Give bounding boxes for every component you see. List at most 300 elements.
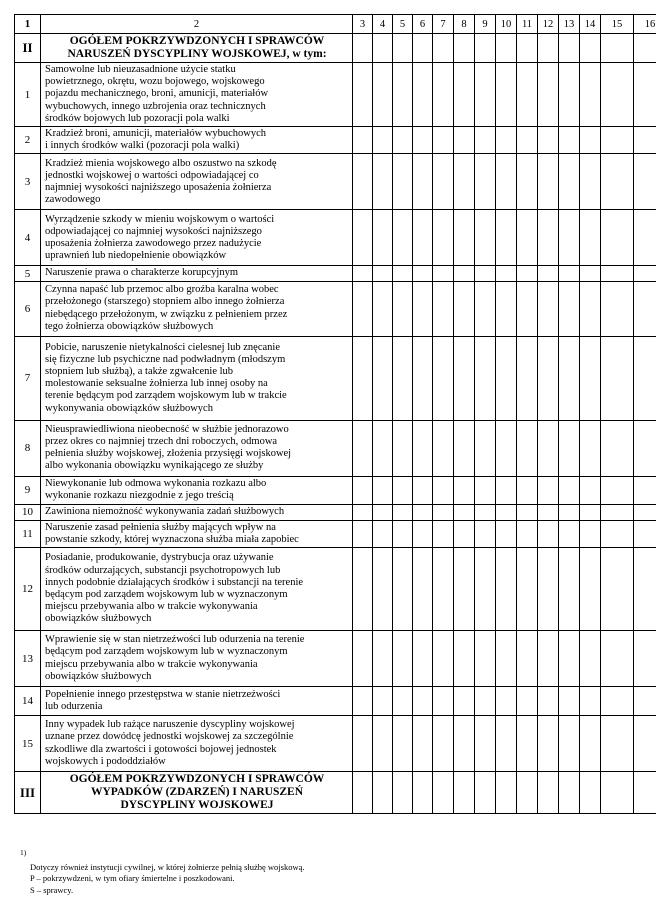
value-cell[interactable] [353, 154, 373, 210]
value-cell[interactable] [454, 520, 475, 547]
value-cell[interactable] [601, 687, 634, 716]
value-cell[interactable] [517, 420, 538, 476]
value-cell[interactable] [475, 281, 496, 336]
value-cell[interactable] [580, 210, 601, 266]
value-cell[interactable] [433, 336, 454, 420]
value-cell[interactable] [433, 127, 454, 154]
value-cell[interactable] [559, 210, 580, 266]
value-cell[interactable] [634, 548, 656, 631]
value-cell[interactable] [634, 687, 656, 716]
description-line: powstanie szkody, której wyznaczona służba miała zapobiec [45, 533, 299, 545]
value-cell[interactable] [373, 154, 393, 210]
value-cell[interactable] [559, 520, 580, 547]
description-line: Kradzież mienia wojskowego albo oszustwo na szkodę [45, 157, 277, 169]
value-cell[interactable] [475, 772, 496, 814]
value-cell[interactable] [454, 420, 475, 476]
value-cell[interactable] [517, 476, 538, 504]
value-cell[interactable] [475, 687, 496, 716]
description-line: Samowolne lub nieuzasadnione użycie statku [45, 64, 236, 75]
footnote-line: S – sprawcy. [30, 884, 74, 895]
description-line: Wprawienie się w stan nietrzeźwości lub odurzenia na terenie [45, 634, 305, 646]
value-cell[interactable] [517, 210, 538, 266]
value-cell[interactable] [433, 420, 454, 476]
value-cell[interactable] [475, 336, 496, 420]
value-cell[interactable] [538, 420, 559, 476]
value-cell[interactable] [393, 420, 413, 476]
value-cell[interactable] [559, 154, 580, 210]
value-cell[interactable] [475, 716, 496, 772]
value-cell[interactable] [496, 127, 517, 154]
value-cell[interactable] [634, 420, 656, 476]
value-cell[interactable] [353, 772, 373, 814]
value-cell[interactable] [353, 504, 373, 520]
footnote-mark: 1) [20, 848, 27, 857]
description-line: pełnienia służby wojskowej, złożenia przysięgi wojskowej [45, 448, 292, 460]
value-cell[interactable] [393, 336, 413, 420]
value-cell[interactable] [496, 210, 517, 266]
value-cell[interactable] [559, 420, 580, 476]
value-cell[interactable] [538, 127, 559, 154]
value-cell[interactable] [393, 210, 413, 266]
value-cell[interactable] [634, 63, 656, 127]
description-line: uprawnień lub niedopełnienie obowiązków [45, 250, 227, 262]
value-cell[interactable] [353, 716, 373, 772]
value-cell[interactable] [413, 772, 433, 814]
value-cell[interactable] [601, 210, 634, 266]
table-row [15, 63, 656, 127]
row-description [41, 476, 353, 504]
description-line: Czynna napaść lub przemoc albo groźba karalna wobec [45, 284, 279, 296]
value-cell[interactable] [517, 34, 538, 63]
row-description [41, 548, 353, 631]
value-cell[interactable] [373, 266, 393, 281]
value-cell[interactable] [373, 504, 393, 520]
value-cell[interactable] [601, 420, 634, 476]
value-cell[interactable] [496, 34, 517, 63]
description-line: innych podobnie działających środków i substancji na terenie [45, 576, 304, 588]
value-cell[interactable] [475, 210, 496, 266]
row-number: 14 [15, 687, 41, 716]
section-iii-row [15, 772, 656, 814]
value-cell[interactable] [559, 716, 580, 772]
value-cell[interactable] [373, 420, 393, 476]
value-cell[interactable] [634, 716, 656, 772]
value-cell[interactable] [496, 687, 517, 716]
value-cell[interactable] [559, 63, 580, 127]
section-ii-title-line: NARUSZEŃ DYSCYPLINY WOJSKOWEJ, w tym: [67, 48, 327, 60]
table-row [15, 716, 656, 772]
header-col-13: 13 [559, 15, 580, 34]
value-cell[interactable] [454, 127, 475, 154]
value-cell[interactable] [393, 281, 413, 336]
value-cell[interactable] [393, 520, 413, 547]
value-cell[interactable] [559, 548, 580, 631]
value-cell[interactable] [634, 281, 656, 336]
value-cell[interactable] [580, 631, 601, 687]
value-cell[interactable] [433, 504, 454, 520]
table-row [15, 548, 656, 631]
value-cell[interactable] [601, 504, 634, 520]
table-row [15, 281, 656, 336]
value-cell[interactable] [373, 687, 393, 716]
header-col-2: 2 [41, 15, 353, 34]
value-cell[interactable] [601, 127, 634, 154]
value-cell[interactable] [454, 281, 475, 336]
value-cell[interactable] [353, 520, 373, 547]
value-cell[interactable] [393, 504, 413, 520]
value-cell[interactable] [517, 127, 538, 154]
description-line: Zawiniona niemożność wykonywania zadań służbowych [45, 506, 285, 518]
value-cell[interactable] [601, 631, 634, 687]
value-cell[interactable] [538, 336, 559, 420]
value-cell[interactable] [580, 548, 601, 631]
row-number: 1 [15, 63, 41, 127]
value-cell[interactable] [433, 281, 454, 336]
value-cell[interactable] [601, 34, 634, 63]
value-cell[interactable] [601, 281, 634, 336]
value-cell[interactable] [393, 548, 413, 631]
row-description [41, 687, 353, 716]
value-cell[interactable] [496, 476, 517, 504]
value-cell[interactable] [393, 772, 413, 814]
description-line: molestowanie seksualne żołnierza lub innej osoby na [45, 378, 268, 390]
value-cell[interactable] [601, 154, 634, 210]
value-cell[interactable] [601, 520, 634, 547]
section-iii-title [41, 772, 353, 814]
value-cell[interactable] [496, 520, 517, 547]
value-cell[interactable] [580, 520, 601, 547]
description-line: albo wykonania obowiązku wynikającego ze służby [45, 460, 264, 472]
value-cell[interactable] [538, 266, 559, 281]
value-cell[interactable] [559, 772, 580, 814]
value-cell[interactable] [413, 210, 433, 266]
value-cell[interactable] [373, 34, 393, 63]
row-number: 6 [15, 281, 41, 336]
section-ii-title [41, 34, 353, 63]
description-line: będącym pod zarządem wojskowym lub w wyznaczonym [45, 646, 288, 658]
value-cell[interactable] [559, 266, 580, 281]
value-cell[interactable] [373, 548, 393, 631]
value-cell[interactable] [517, 504, 538, 520]
description-line: środków bojowych lub pozoracji pola walki [45, 112, 230, 124]
value-cell[interactable] [413, 336, 433, 420]
value-cell[interactable] [454, 548, 475, 631]
value-cell[interactable] [413, 476, 433, 504]
value-cell[interactable] [538, 631, 559, 687]
description-line: zawodowego [45, 194, 101, 206]
value-cell[interactable] [475, 154, 496, 210]
value-cell[interactable] [413, 63, 433, 127]
value-cell[interactable] [433, 687, 454, 716]
value-cell[interactable] [413, 266, 433, 281]
value-cell[interactable] [433, 266, 454, 281]
table-row [15, 520, 656, 547]
value-cell[interactable] [413, 716, 433, 772]
value-cell[interactable] [454, 210, 475, 266]
value-cell[interactable] [454, 266, 475, 281]
value-cell[interactable] [433, 63, 454, 127]
header-col-4: 4 [373, 15, 393, 34]
value-cell[interactable] [538, 63, 559, 127]
value-cell[interactable] [413, 34, 433, 63]
value-cell[interactable] [454, 336, 475, 420]
value-cell[interactable] [517, 336, 538, 420]
value-cell[interactable] [496, 420, 517, 476]
value-cell[interactable] [475, 266, 496, 281]
value-cell[interactable] [413, 504, 433, 520]
value-cell[interactable] [601, 476, 634, 504]
value-cell[interactable] [634, 210, 656, 266]
description-line: się fizyczne lub psychiczne nad podwładnym (młodszym [45, 353, 286, 365]
header-col-8: 8 [454, 15, 475, 34]
value-cell[interactable] [559, 127, 580, 154]
value-cell[interactable] [413, 520, 433, 547]
value-cell[interactable] [517, 266, 538, 281]
description-line: miejscu przebywania albo w trakcie wykonywania [45, 601, 258, 613]
value-cell[interactable] [559, 336, 580, 420]
value-cell[interactable] [517, 281, 538, 336]
value-cell[interactable] [373, 63, 393, 127]
value-cell[interactable] [353, 631, 373, 687]
value-cell[interactable] [559, 476, 580, 504]
value-cell[interactable] [634, 476, 656, 504]
value-cell[interactable] [580, 716, 601, 772]
value-cell[interactable] [454, 631, 475, 687]
value-cell[interactable] [634, 266, 656, 281]
header-row [15, 15, 656, 34]
value-cell[interactable] [496, 63, 517, 127]
value-cell[interactable] [634, 772, 656, 814]
value-cell[interactable] [454, 154, 475, 210]
value-cell[interactable] [634, 520, 656, 547]
value-cell[interactable] [634, 336, 656, 420]
value-cell[interactable] [353, 63, 373, 127]
value-cell[interactable] [538, 476, 559, 504]
table-row [15, 420, 656, 476]
value-cell[interactable] [559, 687, 580, 716]
value-cell[interactable] [475, 548, 496, 631]
value-cell[interactable] [559, 631, 580, 687]
value-cell[interactable] [353, 127, 373, 154]
row-description [41, 266, 353, 281]
value-cell[interactable] [496, 504, 517, 520]
description-line: miejscu przebywania albo w trakcie wykonywania [45, 658, 258, 670]
value-cell[interactable] [373, 631, 393, 687]
value-cell[interactable] [353, 548, 373, 631]
value-cell[interactable] [373, 336, 393, 420]
value-cell[interactable] [353, 476, 373, 504]
value-cell[interactable] [373, 476, 393, 504]
value-cell[interactable] [413, 154, 433, 210]
value-cell[interactable] [634, 631, 656, 687]
value-cell[interactable] [496, 631, 517, 687]
value-cell[interactable] [580, 772, 601, 814]
table-row [15, 476, 656, 504]
footnote-line: Dotyczy również instytucji cywilnej, w której żołnierze pełnią służbę wojskową. [30, 862, 305, 873]
value-cell[interactable] [393, 266, 413, 281]
value-cell[interactable] [517, 548, 538, 631]
row-description [41, 420, 353, 476]
value-cell[interactable] [475, 504, 496, 520]
value-cell[interactable] [393, 154, 413, 210]
value-cell[interactable] [475, 420, 496, 476]
value-cell[interactable] [393, 476, 413, 504]
value-cell[interactable] [538, 772, 559, 814]
value-cell[interactable] [454, 476, 475, 504]
value-cell[interactable] [580, 476, 601, 504]
value-cell[interactable] [634, 504, 656, 520]
value-cell[interactable] [433, 154, 454, 210]
value-cell[interactable] [496, 281, 517, 336]
value-cell[interactable] [353, 281, 373, 336]
value-cell[interactable] [353, 336, 373, 420]
value-cell[interactable] [580, 63, 601, 127]
value-cell[interactable] [580, 504, 601, 520]
header-col-11: 11 [517, 15, 538, 34]
value-cell[interactable] [454, 34, 475, 63]
value-cell[interactable] [517, 772, 538, 814]
value-cell[interactable] [601, 772, 634, 814]
value-cell[interactable] [580, 34, 601, 63]
value-cell[interactable] [580, 687, 601, 716]
value-cell[interactable] [580, 336, 601, 420]
value-cell[interactable] [373, 127, 393, 154]
footnotes [20, 847, 640, 896]
value-cell[interactable] [393, 34, 413, 63]
value-cell[interactable] [517, 687, 538, 716]
value-cell[interactable] [601, 716, 634, 772]
value-cell[interactable] [433, 716, 454, 772]
value-cell[interactable] [454, 716, 475, 772]
value-cell[interactable] [433, 34, 454, 63]
value-cell[interactable] [496, 716, 517, 772]
row-number: 12 [15, 548, 41, 631]
value-cell[interactable] [475, 63, 496, 127]
value-cell[interactable] [538, 154, 559, 210]
value-cell[interactable] [496, 336, 517, 420]
value-cell[interactable] [413, 687, 433, 716]
row-number: 2 [15, 127, 41, 154]
row-number: 3 [15, 154, 41, 210]
value-cell[interactable] [517, 63, 538, 127]
value-cell[interactable] [393, 687, 413, 716]
value-cell[interactable] [433, 476, 454, 504]
value-cell[interactable] [538, 504, 559, 520]
value-cell[interactable] [433, 520, 454, 547]
value-cell[interactable] [559, 281, 580, 336]
value-cell[interactable] [496, 548, 517, 631]
description-line: uposażenia żołnierza zawodowego przez nadużycie [45, 237, 262, 249]
value-cell[interactable] [538, 281, 559, 336]
value-cell[interactable] [538, 548, 559, 631]
value-cell[interactable] [433, 548, 454, 631]
value-cell[interactable] [634, 127, 656, 154]
value-cell[interactable] [538, 210, 559, 266]
value-cell[interactable] [454, 687, 475, 716]
value-cell[interactable] [538, 34, 559, 63]
section-iii-number: III [15, 772, 41, 814]
description-line: przełożonego (starszego) stopniem albo innego żołnierza [45, 296, 285, 308]
value-cell[interactable] [433, 631, 454, 687]
header-col-6: 6 [413, 15, 433, 34]
value-cell[interactable] [373, 716, 393, 772]
value-cell[interactable] [538, 716, 559, 772]
description-line: jednostki wojskowej o wartości odpowiadającej co [45, 169, 259, 181]
value-cell[interactable] [601, 336, 634, 420]
value-cell[interactable] [475, 476, 496, 504]
description-line: szkodliwe dla zwartości i gotowości bojowej jednostek [45, 743, 277, 755]
value-cell[interactable] [393, 63, 413, 127]
row-description [41, 520, 353, 547]
value-cell[interactable] [373, 281, 393, 336]
value-cell[interactable] [373, 772, 393, 814]
value-cell[interactable] [559, 34, 580, 63]
value-cell[interactable] [413, 420, 433, 476]
value-cell[interactable] [538, 687, 559, 716]
value-cell[interactable] [393, 127, 413, 154]
value-cell[interactable] [413, 281, 433, 336]
value-cell[interactable] [475, 631, 496, 687]
value-cell[interactable] [580, 127, 601, 154]
value-cell[interactable] [580, 154, 601, 210]
value-cell[interactable] [413, 631, 433, 687]
value-cell[interactable] [601, 266, 634, 281]
header-col-5: 5 [393, 15, 413, 34]
value-cell[interactable] [393, 716, 413, 772]
value-cell[interactable] [353, 210, 373, 266]
value-cell[interactable] [580, 281, 601, 336]
value-cell[interactable] [353, 420, 373, 476]
value-cell[interactable] [433, 210, 454, 266]
value-cell[interactable] [475, 34, 496, 63]
value-cell[interactable] [454, 63, 475, 127]
header-col-7: 7 [433, 15, 454, 34]
value-cell[interactable] [580, 266, 601, 281]
value-cell[interactable] [454, 772, 475, 814]
value-cell[interactable] [496, 266, 517, 281]
value-cell[interactable] [373, 210, 393, 266]
value-cell[interactable] [353, 687, 373, 716]
value-cell[interactable] [475, 520, 496, 547]
value-cell[interactable] [601, 548, 634, 631]
value-cell[interactable] [475, 127, 496, 154]
value-cell[interactable] [517, 716, 538, 772]
value-cell[interactable] [538, 520, 559, 547]
value-cell[interactable] [413, 548, 433, 631]
description-line: przez okres co najmniej trzech dni roboczych, odmowa [45, 435, 278, 447]
value-cell[interactable] [517, 520, 538, 547]
value-cell[interactable] [559, 504, 580, 520]
value-cell[interactable] [373, 520, 393, 547]
value-cell[interactable] [353, 266, 373, 281]
value-cell[interactable] [601, 63, 634, 127]
value-cell[interactable] [634, 154, 656, 210]
value-cell[interactable] [454, 504, 475, 520]
value-cell[interactable] [580, 420, 601, 476]
value-cell[interactable] [517, 154, 538, 210]
value-cell[interactable] [393, 631, 413, 687]
value-cell[interactable] [433, 772, 454, 814]
value-cell[interactable] [517, 631, 538, 687]
value-cell[interactable] [634, 34, 656, 63]
row-number: 11 [15, 520, 41, 547]
value-cell[interactable] [496, 772, 517, 814]
value-cell[interactable] [496, 154, 517, 210]
value-cell[interactable] [413, 127, 433, 154]
row-description [41, 336, 353, 420]
value-cell[interactable] [353, 34, 373, 63]
row-number: 8 [15, 420, 41, 476]
